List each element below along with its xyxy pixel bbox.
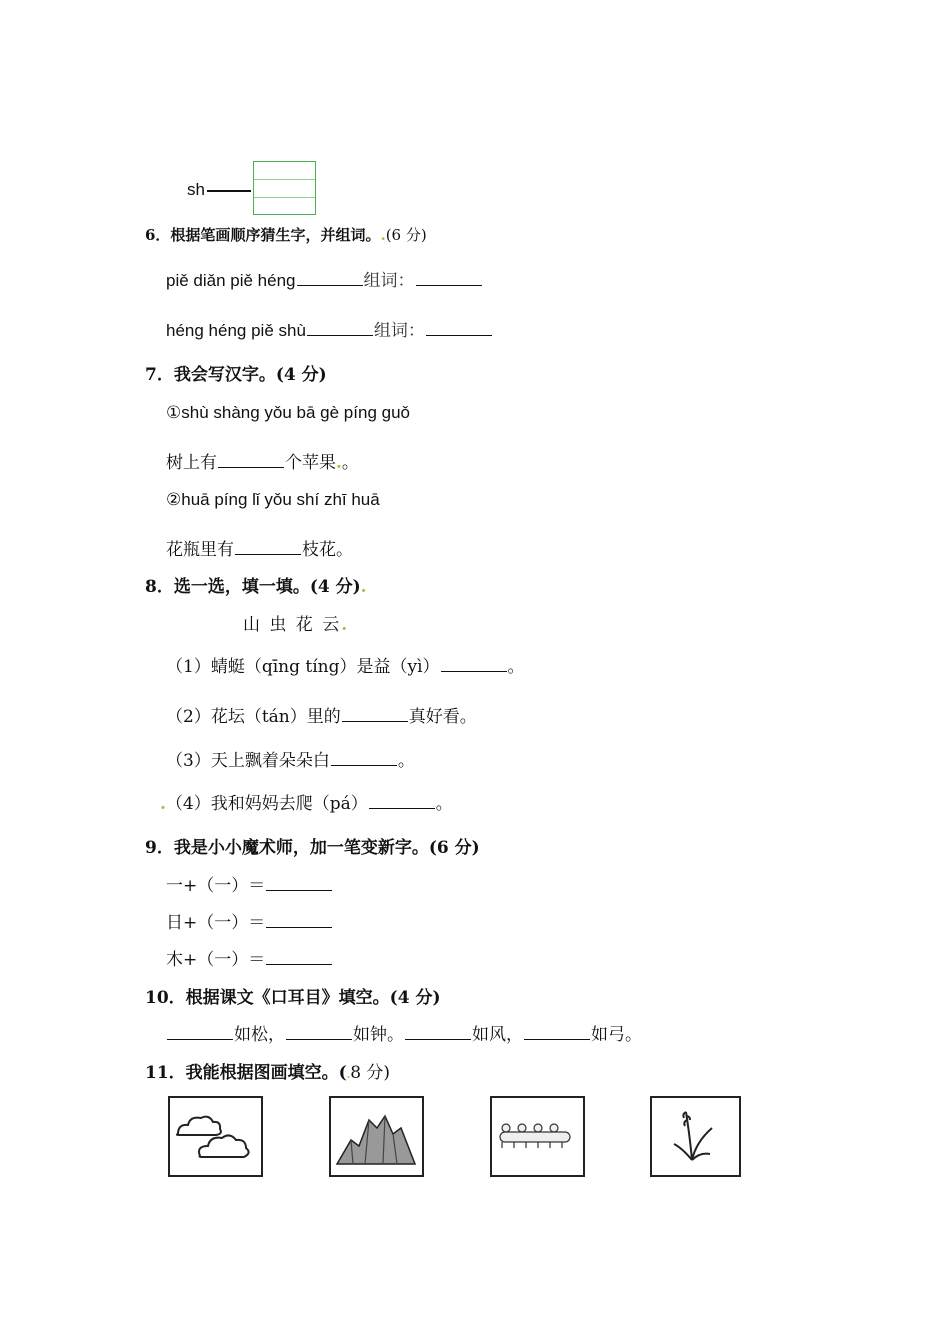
answer-blank[interactable]: [524, 1021, 590, 1040]
answer-blank[interactable]: [441, 653, 507, 672]
q6-title: 6．根据笔画顺序猜生字，并组词。.(6 分): [145, 226, 427, 244]
answer-blank[interactable]: [266, 909, 332, 928]
answer-blank[interactable]: [426, 317, 492, 336]
grass-picture: [650, 1096, 741, 1177]
q6-line2: héng héng piě shù 组词：: [166, 316, 493, 341]
q7-item1-pinyin: ①shù shàng yǒu bā gè píng guǒ: [166, 403, 410, 422]
q11-title: 11．我能根据图画填空。(.8 分): [145, 1063, 391, 1083]
pinyin-sh: sh: [187, 180, 251, 200]
q8-item1: （1）蜻蜓（qīng tíng）是益（yì） 。: [166, 652, 525, 677]
q9-item2: 日+（一）＝: [166, 908, 333, 933]
answer-blank[interactable]: [405, 1021, 471, 1040]
q6-line1: piě diǎn piě héng 组词：: [166, 266, 483, 291]
answer-blank[interactable]: [218, 449, 284, 468]
q8-item3: （3）天上飘着朵朵白 。: [166, 746, 415, 771]
cloud-icon: [170, 1098, 261, 1175]
answer-blank[interactable]: [342, 703, 408, 722]
cloud-picture: [168, 1096, 263, 1177]
writing-grid[interactable]: [253, 161, 316, 215]
answer-blank[interactable]: [331, 747, 397, 766]
q9-title: 9．我是小小魔术师，加一笔变新字。(6 分): [145, 838, 480, 858]
q7-item2: 花瓶里有 枝花。: [166, 535, 353, 560]
grass-icon: [652, 1098, 739, 1175]
answer-blank[interactable]: [416, 267, 482, 286]
q9-item1: 一+（一）＝: [166, 871, 333, 896]
q10-line: 如松， 如钟。 如风， 如弓。: [166, 1020, 642, 1045]
answer-blank[interactable]: [369, 790, 435, 809]
q8-title: 8．选一选，填一填。(4 分).: [145, 577, 367, 597]
q7-item1: 树上有 个苹果.。: [166, 448, 359, 473]
q9-item3: 木+（一）＝: [166, 945, 333, 970]
q8-options: 山 虫 花 云.: [243, 615, 350, 635]
q10-title: 10．根据课文《口耳目》填空。(4 分): [145, 988, 441, 1008]
answer-blank[interactable]: [266, 946, 332, 965]
answer-blank[interactable]: [266, 872, 332, 891]
q8-item2: （2）花坛（tán）里的 真好看。: [166, 702, 477, 727]
answer-blank[interactable]: [307, 317, 373, 336]
insect-icon: [492, 1098, 583, 1175]
mountain-picture: [329, 1096, 424, 1177]
mountain-icon: [331, 1098, 422, 1175]
insect-picture: [490, 1096, 585, 1177]
q7-title: 7．我会写汉字。(4 分): [145, 365, 327, 385]
answer-blank[interactable]: [286, 1021, 352, 1040]
answer-blank[interactable]: [235, 536, 301, 555]
answer-blank[interactable]: [167, 1021, 233, 1040]
q8-item4: .（4）我和妈妈去爬（pá） 。: [160, 789, 453, 814]
answer-blank[interactable]: [297, 267, 363, 286]
q7-item2-pinyin: ②huā píng lǐ yǒu shí zhī huā: [166, 490, 380, 509]
